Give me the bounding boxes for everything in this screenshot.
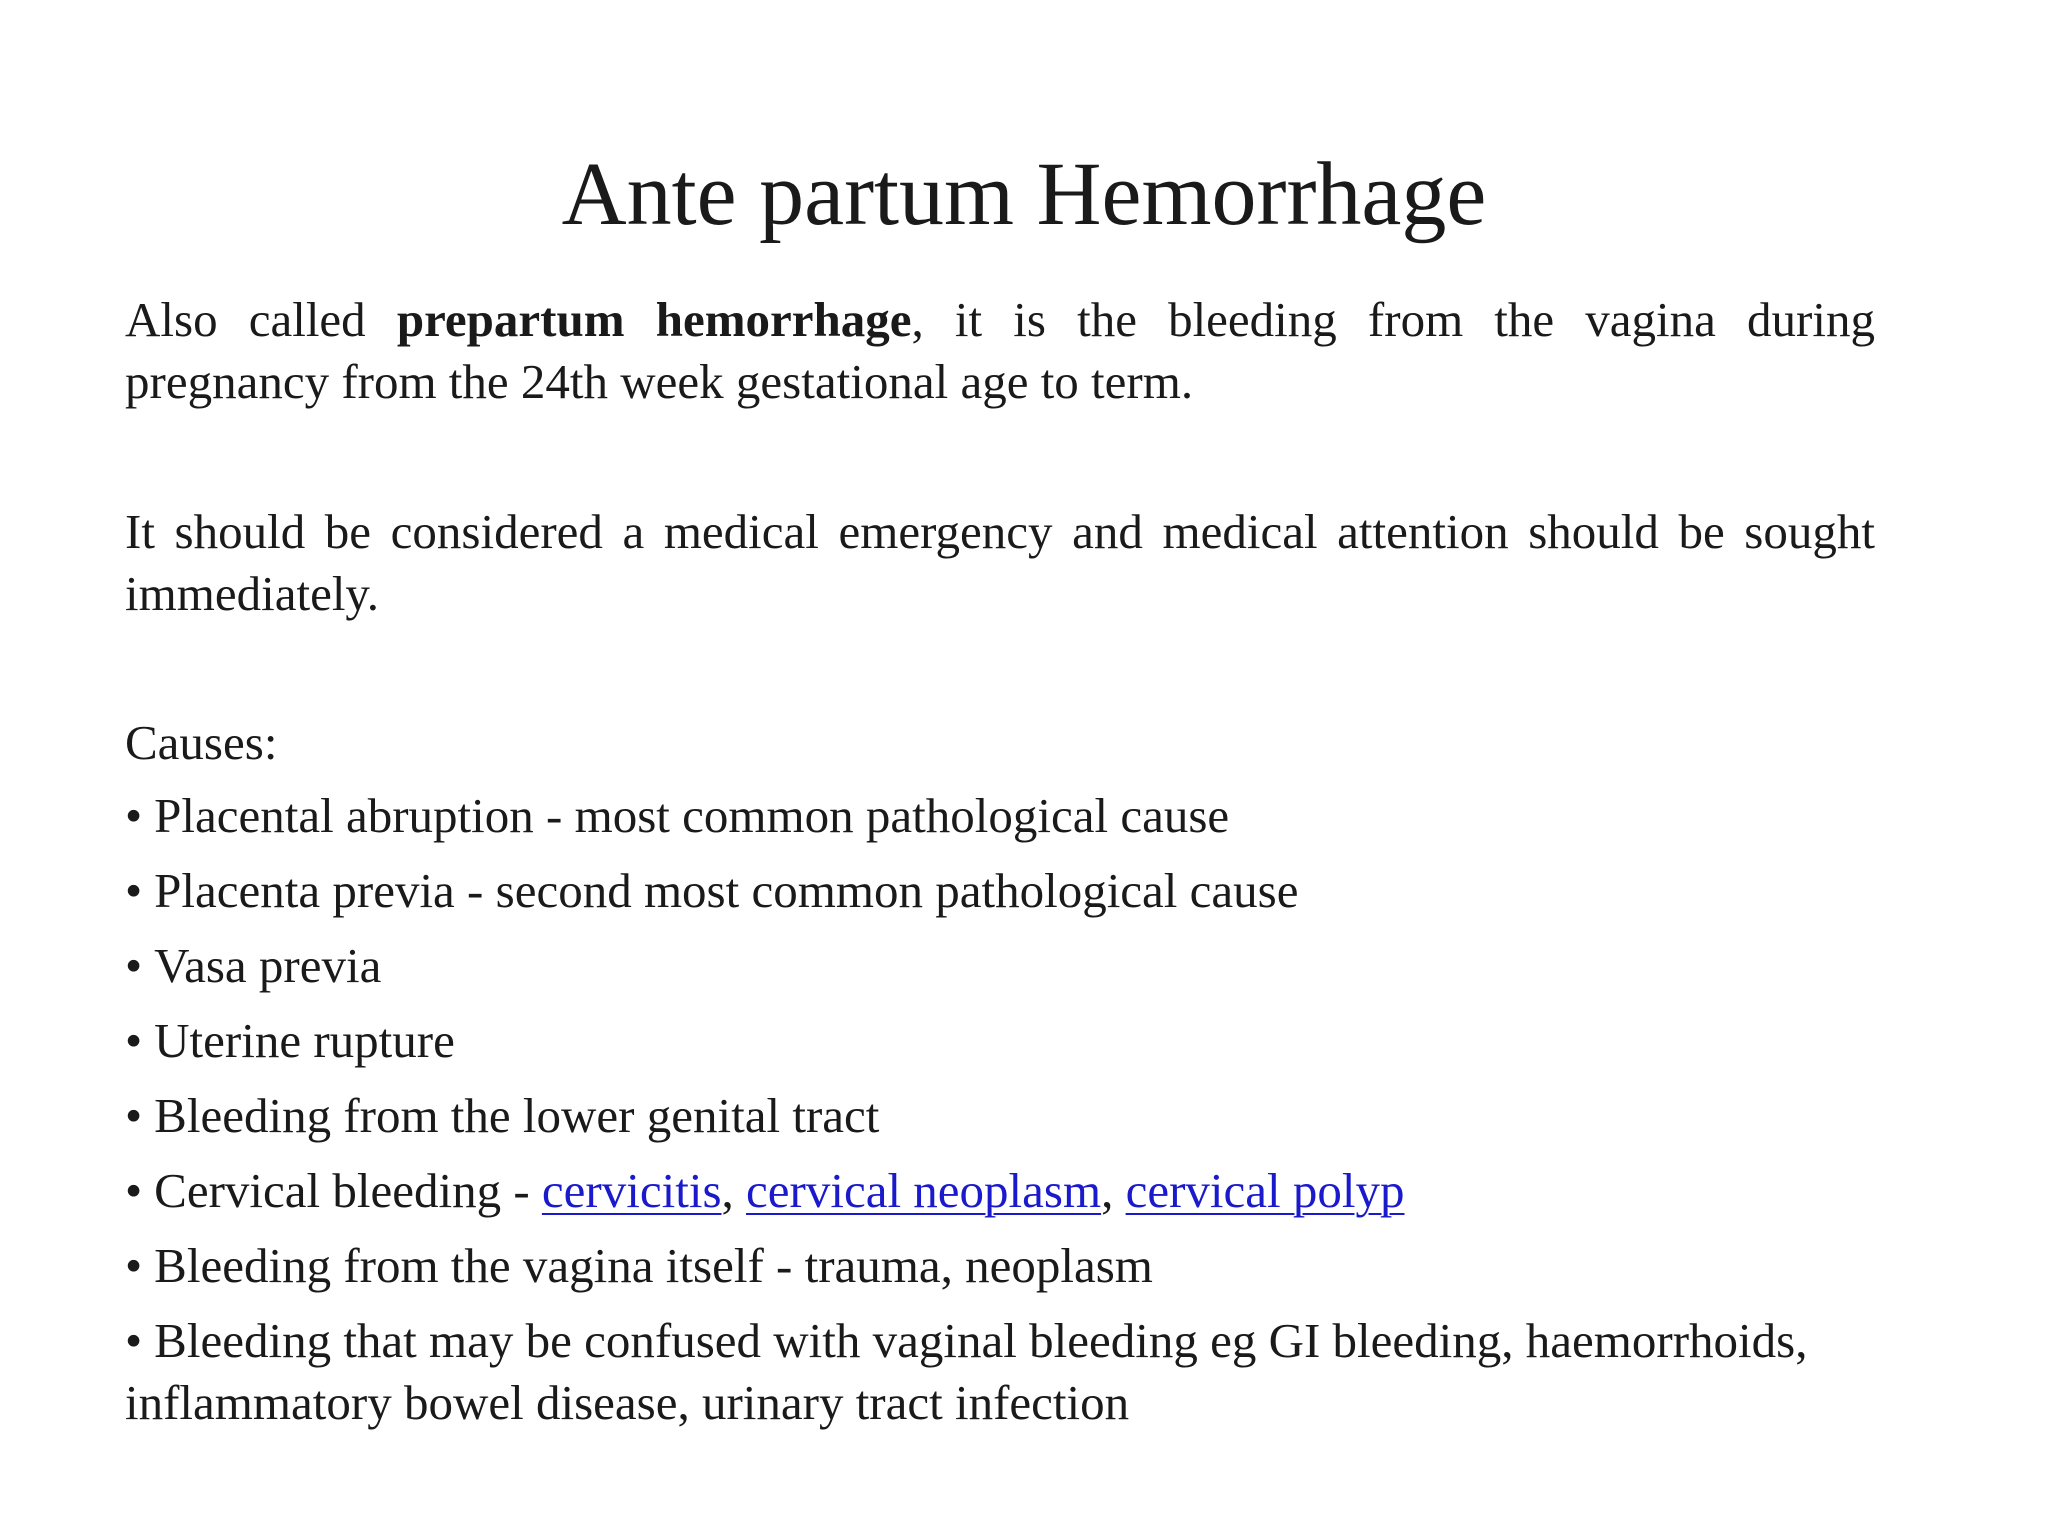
cervical-prefix: Cervical bleeding - bbox=[154, 1163, 542, 1218]
bullet-icon: • bbox=[125, 863, 143, 918]
bullet-icon: • bbox=[125, 1163, 143, 1218]
cause-text: Bleeding from the lower genital tract bbox=[154, 1088, 880, 1143]
cause-text: Placental abruption - most common pathological cause bbox=[154, 788, 1230, 843]
list-item bbox=[125, 785, 1875, 847]
bullet-icon: • bbox=[125, 788, 143, 843]
cervicitis-link[interactable]: cervicitis bbox=[541, 1163, 722, 1218]
slide-title: Ante partum Hemorrhage bbox=[561, 145, 1487, 244]
list-item-cervical bbox=[125, 1160, 1875, 1222]
list-item bbox=[125, 1010, 1875, 1072]
cervical-polyp-link[interactable]: cervical polyp bbox=[1125, 1163, 1405, 1218]
definition-paragraph bbox=[125, 289, 1875, 413]
definition-rest: , it is the bleeding from the vagina during pregnancy from the 24th week gestational age to term. bbox=[125, 292, 1875, 409]
cause-text: Uterine rupture bbox=[154, 1013, 455, 1068]
bullet-icon: • bbox=[125, 1013, 143, 1068]
cervical-neoplasm-link[interactable]: cervical neoplasm bbox=[746, 1163, 1102, 1218]
definition-bold-term: prepartum hemorrhage bbox=[396, 292, 912, 347]
cause-text: Placenta previa - second most common pathological cause bbox=[154, 863, 1299, 918]
link-separator: , bbox=[721, 1163, 747, 1218]
causes-list bbox=[125, 785, 1875, 1447]
bullet-icon: • bbox=[125, 1238, 143, 1293]
emergency-paragraph: It should be considered a medical emergency and medical attention should be sought immediately. bbox=[125, 504, 1875, 621]
list-item bbox=[125, 1085, 1875, 1147]
list-item bbox=[125, 1310, 1875, 1434]
causes-heading: Causes: bbox=[125, 715, 278, 770]
cause-text: Vasa previa bbox=[154, 938, 382, 993]
cause-text: Bleeding that may be confused with vaginal bleeding eg GI bleeding, haemorrhoids, inflammatory bowel disease, urinary tract infection bbox=[125, 1313, 1808, 1430]
bullet-icon: • bbox=[125, 1088, 143, 1143]
list-item bbox=[125, 1235, 1875, 1297]
bullet-icon: • bbox=[125, 938, 143, 993]
list-item bbox=[125, 935, 1875, 997]
definition-intro: Also called bbox=[125, 292, 397, 347]
link-separator: , bbox=[1101, 1163, 1126, 1218]
cause-text: Bleeding from the vagina itself - trauma, neoplasm bbox=[154, 1238, 1153, 1293]
list-item bbox=[125, 860, 1875, 922]
bullet-icon: • bbox=[125, 1313, 143, 1368]
